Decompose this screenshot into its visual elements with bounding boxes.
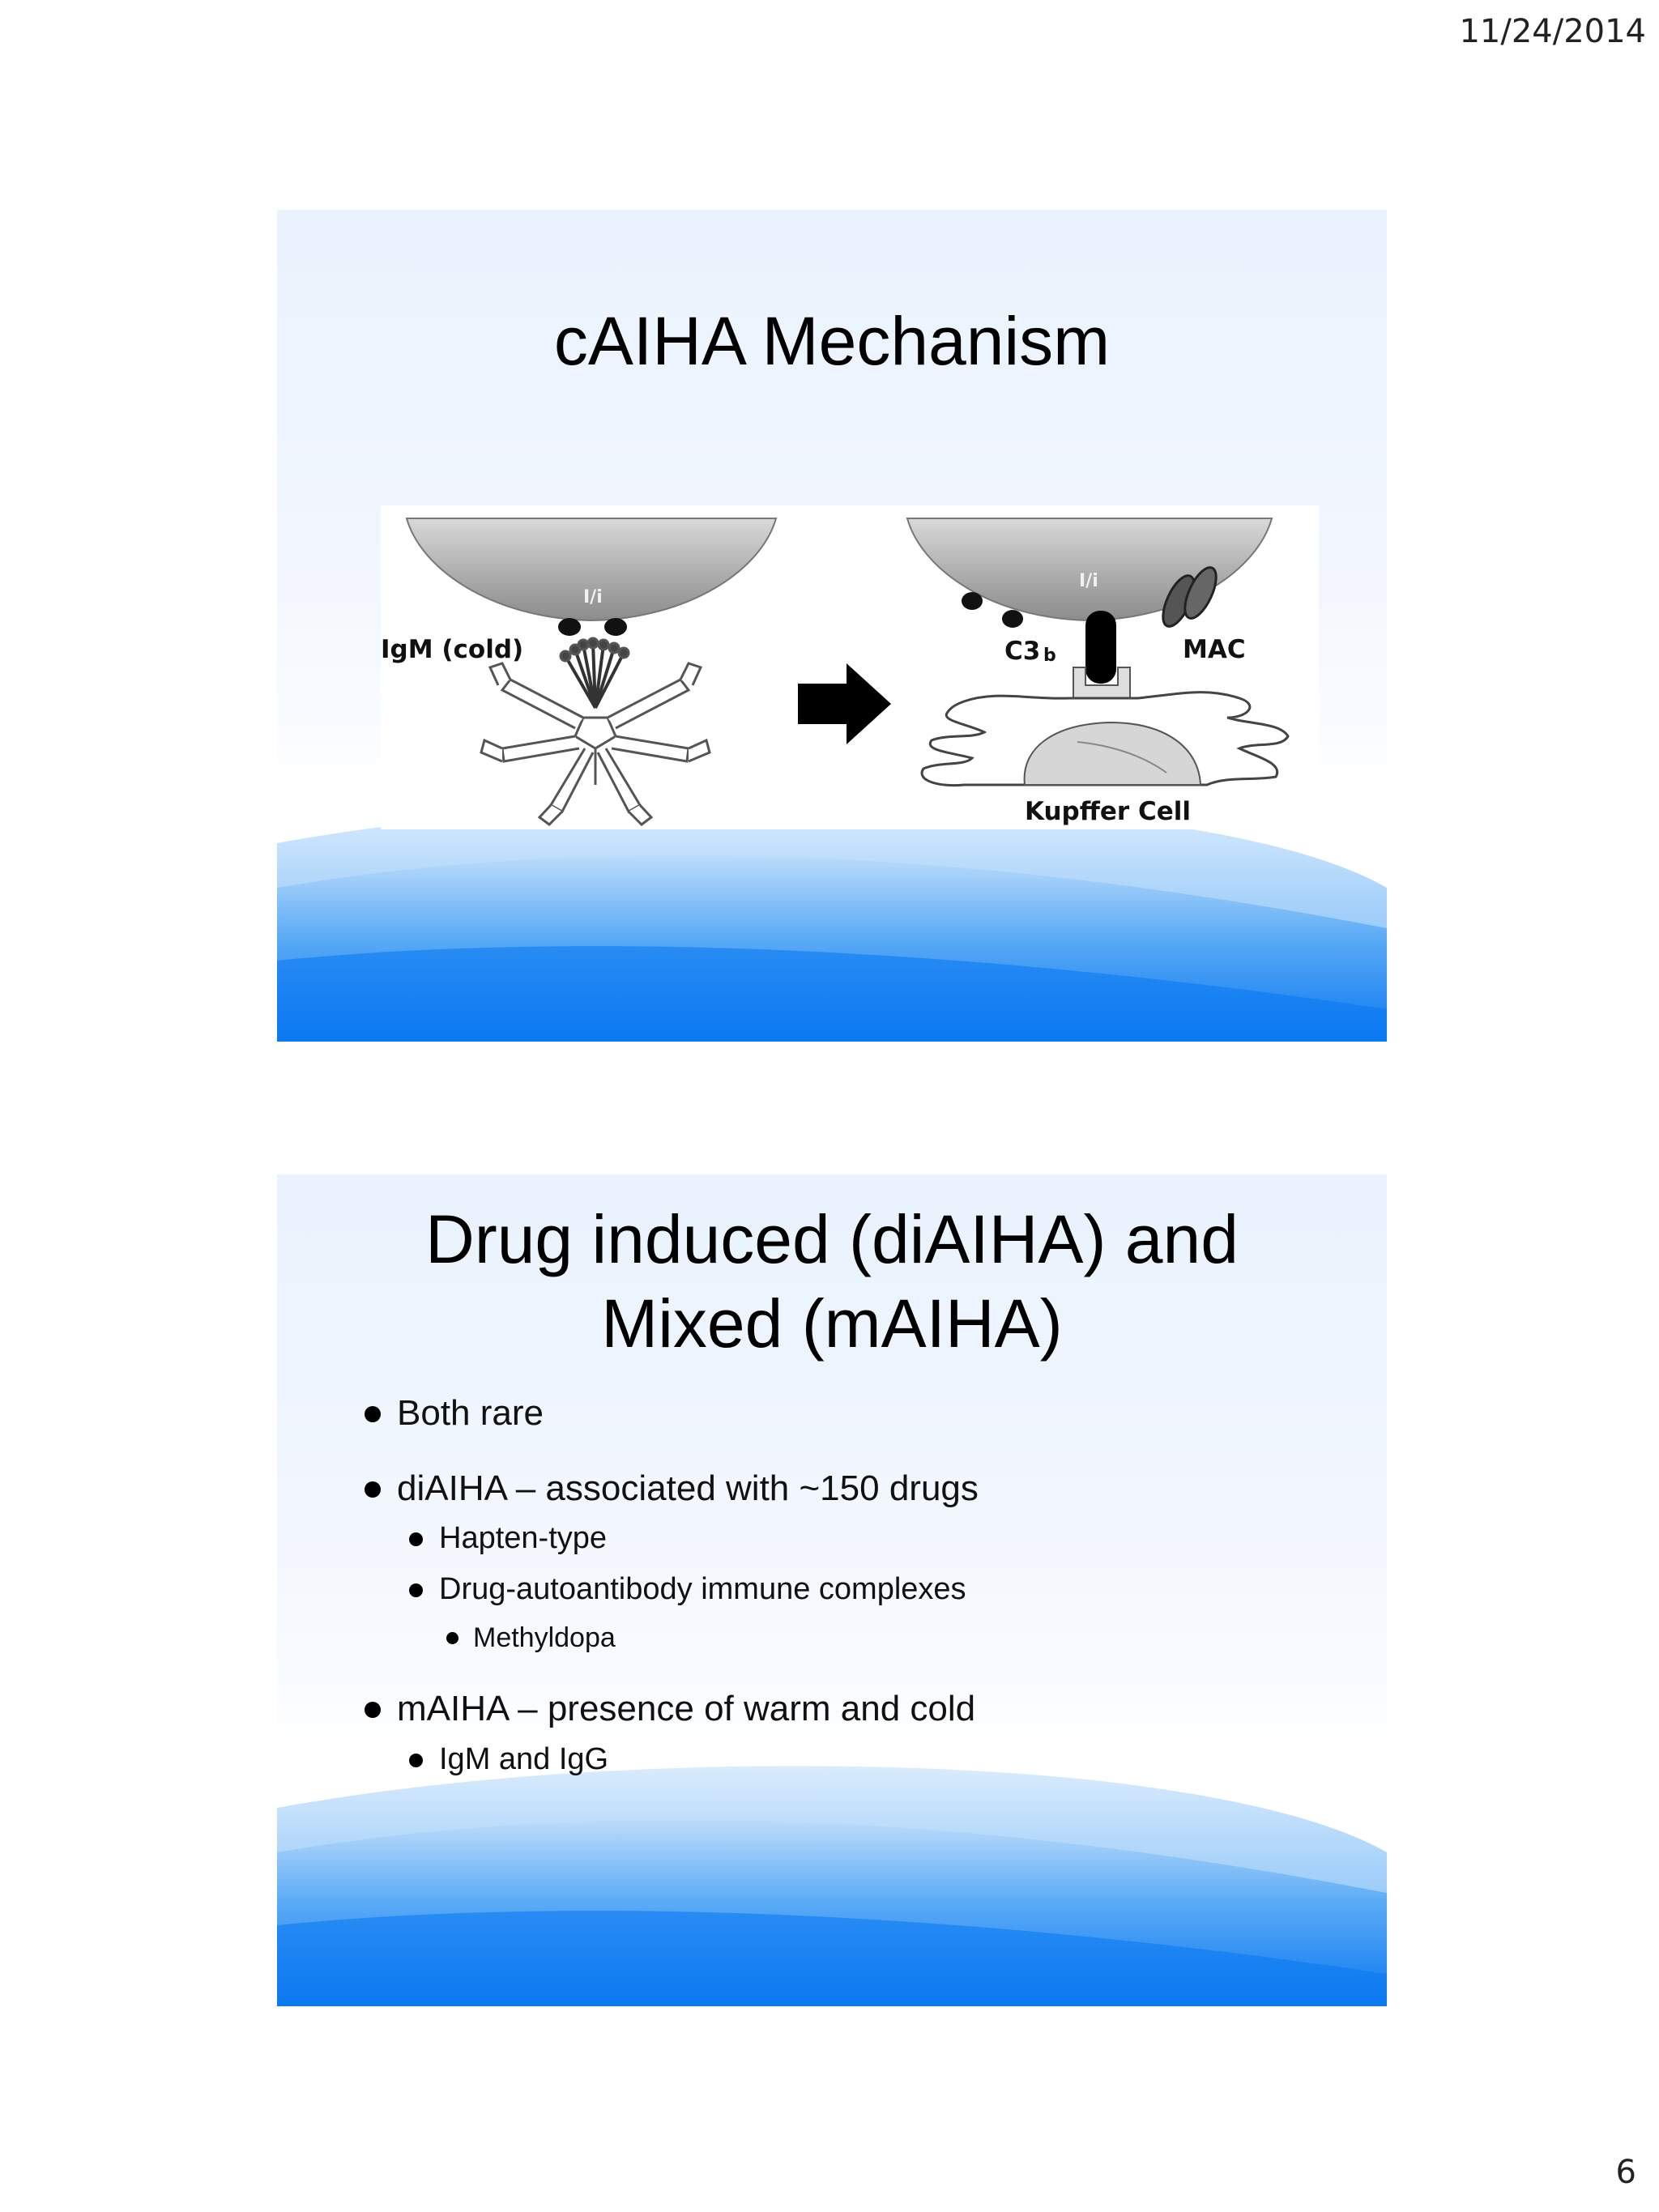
bullet-dot-icon [409,1532,423,1546]
caiha-mechanism-diagram [381,505,1319,829]
bullet-list [277,1174,1387,2006]
bullet-dot-icon [446,1632,458,1644]
igm-pentamer-icon [481,638,710,825]
slide-caiha-mechanism [277,210,1387,1042]
igm-cold-label: IgM (cold) [381,635,524,664]
c3b-subscript: b [1043,646,1056,666]
list-item: diAIHA – associated with ~150 drugs [397,1468,979,1509]
page-number: 6 [1615,2154,1636,2191]
bullet-dot-icon [365,1406,381,1422]
list-item: Drug-autoantibody immune complexes [439,1572,966,1607]
kupffer-cell-label: Kupffer Cell [1025,797,1191,826]
list-item: Hapten-type [439,1521,607,1556]
antigen-label-left: I/i [583,587,603,607]
antigen-label-right: I/i [1079,571,1098,591]
bullet-dot-icon [409,1754,423,1767]
arrow-right-icon [798,663,891,744]
slide-drug-induced-mixed [277,1174,1387,2006]
slide-title-line-2: Mixed (mAIHA) [601,1285,1063,1362]
page-date: 11/24/2014 [1459,13,1646,50]
slide-title-line-1: Drug induced (diAIHA) and [425,1201,1239,1277]
bullet-dot-icon [365,1481,381,1498]
bullet-dot-icon [365,1702,381,1718]
mac-label: MAC [1183,635,1246,664]
c3b-label: C3 [1004,637,1041,666]
bullet-dot-icon [409,1583,423,1597]
list-item: Methyldopa [473,1622,616,1654]
c3b-receptor-icon [1085,611,1116,684]
slide-title: cAIHA Mechanism [553,303,1111,379]
list-item: Both rare [397,1393,544,1434]
red-blood-cell-right [907,518,1272,620]
list-item: mAIHA – presence of warm and cold [397,1689,975,1729]
list-item: IgM and IgG [439,1742,608,1777]
